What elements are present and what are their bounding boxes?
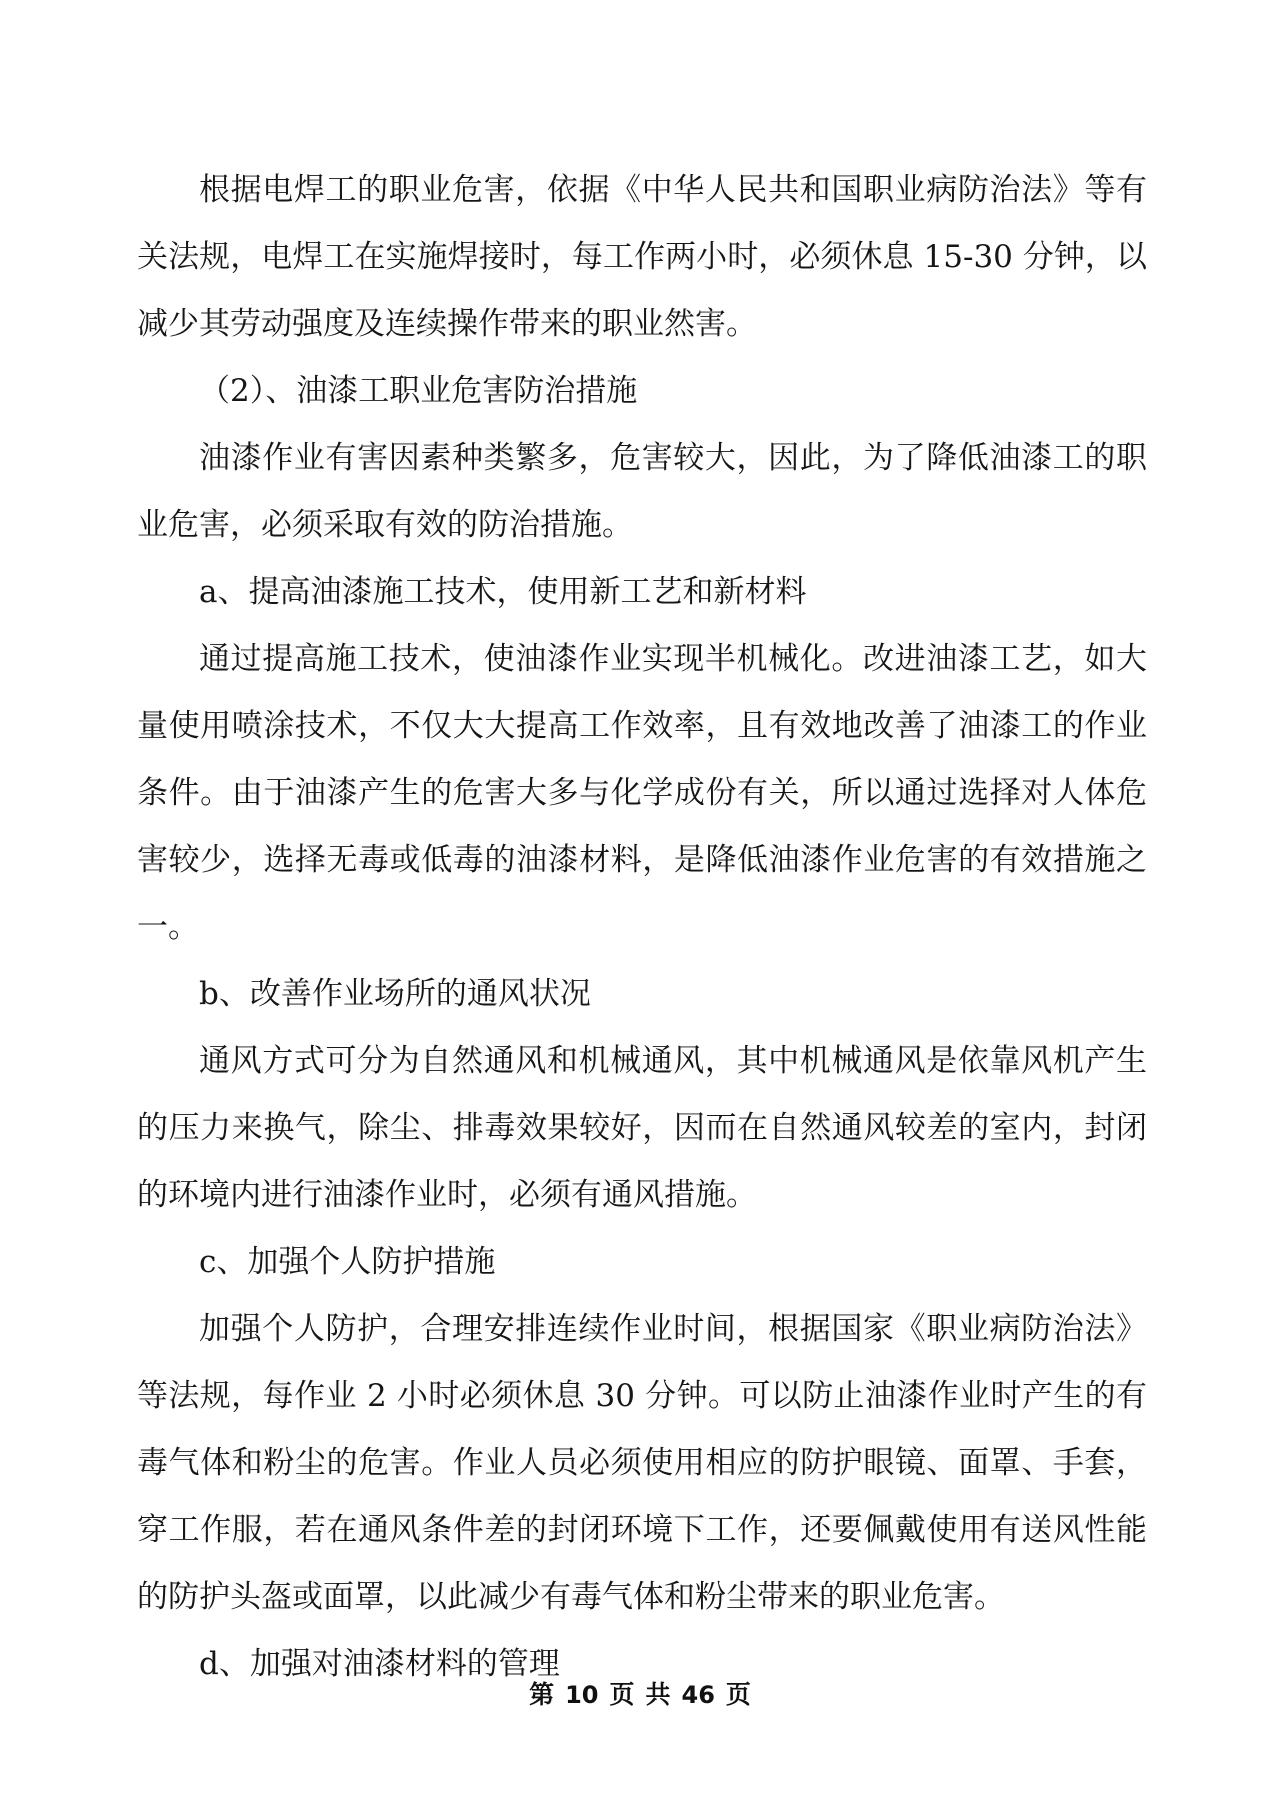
footer-label-of: 共 [645,1680,671,1709]
footer-label-page-suffix: 页 [725,1680,751,1709]
paragraph-painter-intro: 油漆作业有害因素种类繁多，危害较大，因此，为了降低油漆工的职业危害，必须采取有效的防治措施。 [137,440,1147,543]
page-footer [0,1678,1280,1712]
paragraph-item-c-detail: 加强个人防护，合理安排连续作业时间，根据国家《职业病防治法》等法规，每作业 2 小时必须休息 30 分钟。可以防止油漆作业时产生的有毒气体和粉尘的危害。作业人员必须使用相应的防护眼镜、面罩、手套，穿工作服，若在通风条件差的封闭环境下工作，还要佩戴使用有送风性能的防护头盔或面罩，以此减少有毒气体和粉尘带来的职业危害。 [137,1311,1147,1615]
heading-item-a: a、提高油漆施工技术，使用新工艺和新材料 [199,574,807,610]
heading-painter-measures: （2）、油漆工职业危害防治措施 [199,373,638,409]
paragraph-welder-rest-rule: 根据电焊工的职业危害，依据《中华人民共和国职业病防治法》等有关法规，电焊工在实施焊接时，每工作两小时，必须休息 15-30 分钟，以减少其劳动强度及连续操作带来的职业然害。 [137,172,1147,342]
paragraph-item-a-detail: 通过提高施工技术，使油漆作业实现半机械化。改进油漆工艺，如大量使用喷涂技术，不仅大大提高工作效率，且有效地改善了油漆工的作业条件。由于油漆产生的危害大多与化学成份有关，所以通过选择对人体危害较少，选择无毒或低毒的油漆材料，是降低油漆作业危害的有效措施之一。 [137,641,1147,945]
footer-current-page-number: 10 [565,1681,599,1709]
heading-item-d: d、加强对油漆材料的管理 [199,1646,560,1682]
heading-item-c: c、加强个人防护措施 [199,1244,496,1280]
text-block [137,157,1147,1698]
heading-item-b: b、改善作业场所的通风状况 [199,976,591,1012]
footer-label-page: 页 [609,1680,635,1709]
footer-total-pages-number: 46 [681,1681,715,1709]
footer-label-prefix: 第 [529,1680,555,1709]
paragraph-item-b-detail: 通风方式可分为自然通风和机械通风，其中机械通风是依靠风机产生的压力来换气，除尘、排毒效果较好，因而在自然通风较差的室内，封闭的环境内进行油漆作业时，必须有通风措施。 [137,1043,1147,1213]
